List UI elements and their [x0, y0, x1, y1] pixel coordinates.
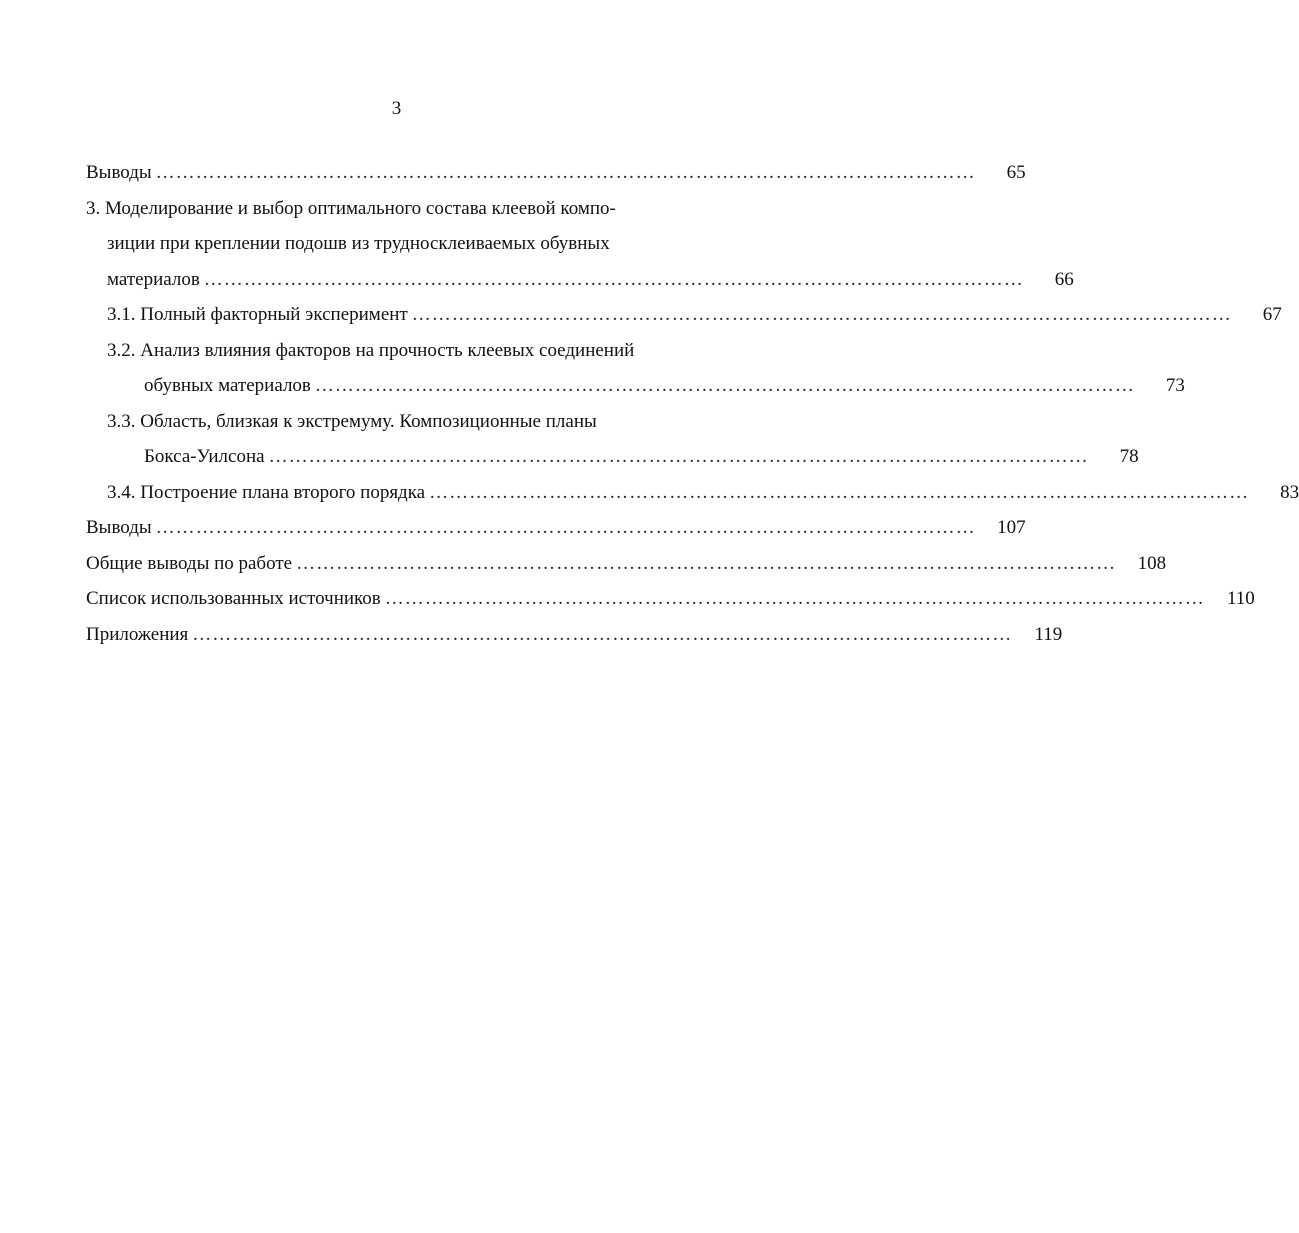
toc-entry-page: 73	[1165, 375, 1185, 396]
dot-leader: ……………………………………………………………………………………………………………	[314, 375, 1135, 396]
toc-entry[interactable]	[86, 475, 1299, 511]
toc-entry-title: 3.1. Полный факторный эксперимент	[107, 304, 408, 325]
toc-entry[interactable]	[86, 155, 1026, 191]
toc-entry-page: 119	[1034, 623, 1063, 645]
toc-entry-title-continued: материалов	[107, 268, 200, 290]
toc-entry-page: 67	[1262, 304, 1282, 325]
dot-leader: ……………………………………………………………………………………………………………	[155, 517, 976, 538]
toc-entry[interactable]	[86, 333, 1185, 404]
toc-entry-title: 3.3. Область, близкая к экстремуму. Композиционные планы	[107, 410, 597, 432]
toc-entry-page: 107	[997, 517, 1026, 538]
toc-entry-title-continued: зиции при креплении подошв из трудносклеиваемых обувных	[107, 233, 610, 254]
toc-entry-title-continued: обувных материалов	[144, 375, 311, 396]
toc-entry-page: 108	[1137, 552, 1167, 574]
toc-entry-page: 65	[1006, 162, 1026, 183]
toc-entry[interactable]	[86, 191, 1074, 298]
toc-entry-page: 78	[1119, 446, 1139, 467]
toc-entry-page: 66	[1054, 268, 1074, 290]
toc-entry-title: Выводы	[86, 517, 152, 538]
toc-entry-title: 3. Моделирование и выбор оптимального состава клеевой компо-	[86, 197, 616, 219]
toc-entry-page: 110	[1226, 588, 1255, 609]
toc-entry-title: Приложения	[86, 623, 189, 645]
toc-entry[interactable]	[86, 510, 1026, 546]
toc-entry-title: Общие выводы по работе	[86, 552, 293, 574]
toc-entry[interactable]	[86, 404, 1139, 475]
toc-entry-page: 83	[1280, 481, 1299, 503]
dot-leader: ……………………………………………………………………………………………………………	[192, 623, 1013, 645]
toc-entry[interactable]	[86, 297, 1282, 333]
toc-entry-title: 3.4. Построение плана второго порядка	[107, 481, 426, 503]
toc-entry[interactable]	[86, 617, 1063, 653]
dot-leader: ……………………………………………………………………………………………………………	[268, 446, 1089, 467]
toc-entry[interactable]	[86, 581, 1255, 617]
dot-leader: ……………………………………………………………………………………………………………	[203, 268, 1024, 290]
page-number: 3	[391, 98, 402, 119]
toc-entry[interactable]	[86, 546, 1167, 582]
toc-entry-title-continued: Бокса-Уилсона	[144, 446, 265, 467]
dot-leader: ……………………………………………………………………………………………………………	[429, 481, 1250, 503]
table-of-contents	[86, 155, 1299, 652]
dot-leader: ……………………………………………………………………………………………………………	[411, 304, 1232, 325]
dot-leader: ……………………………………………………………………………………………………………	[155, 162, 976, 183]
toc-entry-title: Список использованных источников	[86, 588, 381, 609]
dot-leader: ……………………………………………………………………………………………………………	[384, 588, 1205, 609]
toc-entry-title: 3.2. Анализ влияния факторов на прочность клеевых соединений	[107, 339, 635, 361]
toc-entry-title: Выводы	[86, 162, 152, 183]
dot-leader: ……………………………………………………………………………………………………………	[296, 552, 1117, 574]
